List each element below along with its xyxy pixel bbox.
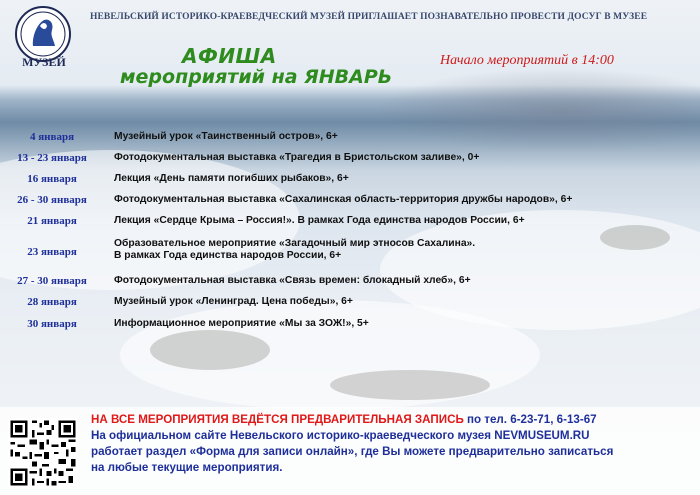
event-description: Фотодокументальная выставка «Сахалинская область-территория дружбы народов», 6+: [114, 194, 573, 205]
website-line: На официальном сайте Невельского историко-краеведческого музея NEVMUSEUM.RU: [91, 429, 590, 442]
event-date: 4 января: [29, 131, 75, 143]
event-description: Лекция «День памяти погибших рыбаков», 6+: [114, 173, 349, 184]
rock-shape: [330, 370, 490, 400]
start-time-note: Начало мероприятий в 14:00: [440, 53, 614, 68]
event-description: Фотодокументальная выставка «Связь времен: блокадный хлеб», 6+: [114, 275, 471, 286]
footer-info: [91, 412, 697, 476]
event-description: Музейный урок «Таинственный остров», 6+: [114, 131, 338, 142]
event-date: 27 - 30 января: [17, 275, 87, 287]
event-row: [0, 189, 700, 209]
event-date: 26 - 30 января: [17, 194, 87, 206]
registration-line: [91, 412, 697, 428]
header-invitation: НЕВЕЛЬСКИЙ ИСТОРИКО-КРАЕВЕДЧЕСКИЙ МУЗЕЙ ПРИГЛАШАЕТ ПОЗНАВАТЕЛЬНО ПРОВЕСТИ ДОСУГ В МУЗЕЕ: [90, 12, 648, 22]
events-line: на любые текущие мероприятия.: [91, 461, 283, 474]
poster-subtitle: мероприятий на ЯНВАРЬ: [120, 66, 393, 88]
event-date: 28 января: [27, 296, 77, 308]
event-row: [0, 236, 700, 266]
registration-notice: НА ВСЕ МЕРОПРИЯТИЯ ВЕДЁТСЯ ПРЕДВАРИТЕЛЬНАЯ ЗАПИСЬ: [91, 413, 464, 426]
rock-shape: [150, 330, 270, 370]
online-form-line: работает раздел «Форма для записи онлайн», где Вы можете предварительно записаться: [91, 445, 614, 458]
phone-numbers: по тел. 6-23-71, 6-13-67: [463, 413, 597, 426]
qr-code-icon[interactable]: [8, 418, 78, 488]
logo-label: МУЗЕЙ: [22, 55, 66, 69]
event-row: [0, 270, 700, 290]
event-date: 30 января: [27, 318, 77, 330]
event-description-continued: В рамках Года единства народов России, 6+: [114, 250, 342, 261]
event-row: [0, 210, 700, 230]
event-date: 13 - 23 января: [17, 152, 87, 164]
event-description: Информационное мероприятие «Мы за ЗОЖ!», 5+: [114, 318, 369, 329]
event-row: [0, 147, 700, 167]
event-date: 21 января: [27, 215, 77, 227]
event-description: Музейный урок «Ленинград. Цена победы», 6+: [114, 296, 353, 307]
event-row: [0, 126, 700, 146]
event-description: Образовательное мероприятие «Загадочный мир этносов Сахалина».: [114, 238, 476, 249]
event-row: [0, 291, 700, 311]
event-description: Фотодокументальная выставка «Трагедия в Бристольском заливе», 0+: [114, 152, 480, 163]
event-date: 23 января: [27, 246, 77, 258]
poster-title: АФИША: [182, 44, 277, 68]
event-row: [0, 168, 700, 188]
event-date: 16 января: [27, 173, 77, 185]
event-row: [0, 313, 700, 333]
event-description: Лекция «Сердце Крыма – Россия!». В рамках Года единства народов России, 6+: [114, 215, 525, 226]
